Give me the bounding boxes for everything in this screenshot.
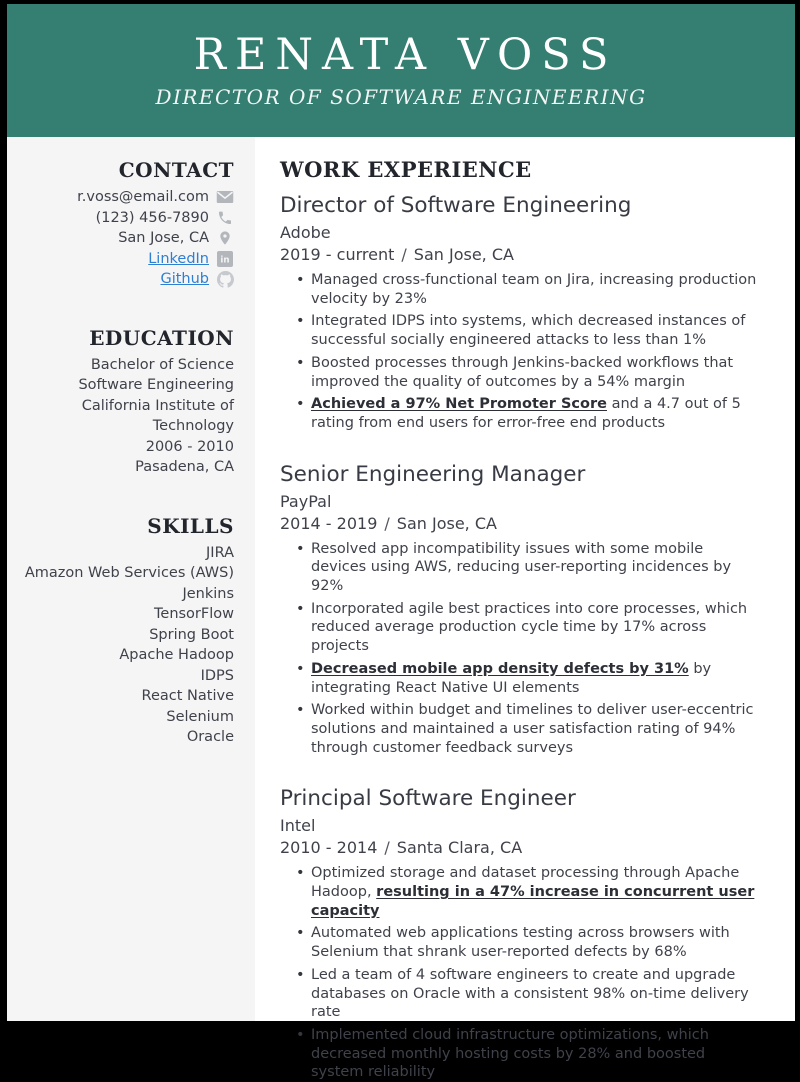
education-line: 2006 - 2010 [145, 438, 234, 455]
skill-item: Selenium [166, 708, 234, 725]
work-experience-heading: WORK EXPERIENCE [280, 157, 532, 182]
job-bullet [311, 540, 761, 596]
contact-item [21, 269, 234, 290]
email-icon [216, 190, 234, 204]
work-experience-section [255, 137, 795, 1081]
job-entry [280, 461, 761, 758]
contact-list [21, 187, 234, 290]
job-bullet [311, 1026, 761, 1082]
skill-item: TensorFlow [154, 606, 234, 622]
bullet-text: Managed cross-functional team on Jira, increasing production velocity by 23% [311, 272, 757, 307]
job-bullet-list [280, 540, 761, 758]
job-dates-location [280, 513, 761, 535]
job-bullet [311, 395, 761, 432]
bullet-text: Automated web applications testing across browsers with Selenium that shrank user-reported defects by 68% [311, 925, 730, 961]
skill-item: Jenkins [182, 585, 234, 602]
svg-text:in: in [220, 255, 230, 266]
job-list [280, 192, 761, 1082]
job-company: PayPal [280, 491, 332, 511]
education-section [21, 326, 234, 478]
bullet-text: Incorporated agile best practices into core processes, which reduced average production cycle time by 17% across projects [311, 600, 748, 655]
job-title: Principal Software Engineer [280, 786, 576, 812]
location-icon [216, 230, 234, 246]
job-dates: 2019 - current [280, 245, 395, 264]
bullet-highlight: Achieved a 97% Net Promoter Score [311, 396, 607, 413]
job-bullet [311, 966, 761, 1022]
skill-item: JIRA [206, 544, 234, 561]
github-icon [216, 271, 234, 288]
job-bullet [311, 271, 761, 308]
job-bullet [311, 660, 761, 697]
bullet-text: Resolved app incompatibility issues with some mobile devices using AWS, reducing user-reporting incidences by 92% [311, 540, 732, 595]
bullet-text: and a 4.7 out of 5 rating from end users for error-free end products [311, 396, 741, 431]
contact-item [21, 228, 234, 249]
education-list [21, 355, 234, 478]
linkedin-link[interactable]: LinkedIn [148, 250, 209, 267]
bullet-highlight: resulting in a 47% increase in concurrent user capacity [311, 884, 755, 919]
bullet-text: by integrating React Native UI elements [311, 660, 712, 696]
skill-item: Amazon Web Services (AWS) [24, 565, 234, 581]
bullet-text: Integrated IDPS into systems, which decreased instances of successful socially engineered attacks to less than 1% [311, 313, 746, 349]
job-bullet [311, 701, 761, 757]
dates-location-separator: / [384, 513, 390, 533]
skill-item: Apache Hadoop [119, 647, 234, 663]
dates-location-separator: / [384, 838, 390, 858]
bullet-text: Worked within budget and timelines to deliver user-eccentric solutions and maintained a user satisfaction rating of 94% through customer feedback surveys [311, 702, 754, 756]
job-bullet [311, 864, 761, 920]
education-line: California Institute of Technology [81, 397, 234, 434]
education-heading: EDUCATION [89, 325, 234, 350]
skill-item: React Native [141, 688, 234, 704]
contact-item [21, 249, 234, 270]
bullet-text: Boosted processes through Jenkins-backed workflows that improved the quality of outcomes by a 54% margin [311, 354, 734, 390]
job-dates-location [280, 244, 761, 266]
skills-heading: SKILLS [147, 513, 234, 538]
job-dates: 2014 - 2019 [280, 513, 378, 533]
contact-heading: CONTACT [118, 158, 234, 182]
skill-item: Spring Boot [149, 626, 234, 643]
contact-location: San Jose, CA [118, 230, 209, 247]
job-bullet [311, 600, 761, 656]
contact-email: r.voss@email.com [77, 189, 209, 206]
job-dates-location [280, 837, 761, 859]
contact-item [21, 208, 234, 229]
linkedin-icon [216, 251, 234, 267]
bullet-text: Optimized storage and dataset processing through Apache Hadoop, [311, 865, 740, 901]
bullet-text: Implemented cloud infrastructure optimizations, which decreased monthly hosting costs by 28% and boosted system reliability [311, 1026, 709, 1081]
person-job-title: DIRECTOR OF SOFTWARE ENGINEERING [155, 85, 647, 109]
bullet-highlight: Decreased mobile app density defects by 31% [311, 660, 689, 677]
contact-section [21, 158, 234, 290]
dates-location-separator: / [401, 245, 407, 264]
job-company: Intel [280, 816, 316, 836]
job-dates: 2010 - 2014 [280, 838, 378, 858]
job-title: Senior Engineering Manager [280, 461, 586, 487]
education-line: Pasadena, CA [135, 459, 234, 475]
header-band [7, 4, 795, 137]
job-bullet-list [280, 271, 761, 433]
contact-item [21, 187, 234, 208]
job-bullet [311, 312, 761, 349]
phone-icon [216, 210, 234, 226]
sidebar [7, 137, 255, 1021]
job-company: Adobe [280, 223, 331, 242]
education-line: Software Engineering [78, 377, 234, 393]
skill-item: IDPS [200, 667, 234, 684]
skills-list [21, 543, 234, 748]
person-name: RENATA VOSS [193, 30, 618, 80]
job-title: Director of Software Engineering [280, 193, 632, 218]
job-bullet-list [280, 864, 761, 1082]
skill-item: Oracle [186, 729, 234, 745]
job-entry [280, 785, 761, 1082]
job-location: San Jose, CA [413, 245, 514, 264]
job-bullet [311, 924, 761, 961]
education-line: Bachelor of Science [90, 356, 234, 373]
bullet-text: Led a team of 4 software engineers to create and upgrade databases on Oracle with a consistent 98% on-time delivery rate [311, 966, 749, 1021]
resume-sheet [7, 4, 795, 1081]
contact-phone: (123) 456-7890 [95, 209, 209, 226]
job-location: San Jose, CA [396, 513, 497, 533]
job-bullet [311, 354, 761, 391]
skills-section [21, 514, 234, 748]
job-entry [280, 192, 761, 433]
github-link[interactable]: Github [160, 271, 209, 288]
body-columns [7, 137, 795, 1081]
job-location: Santa Clara, CA [396, 838, 523, 858]
